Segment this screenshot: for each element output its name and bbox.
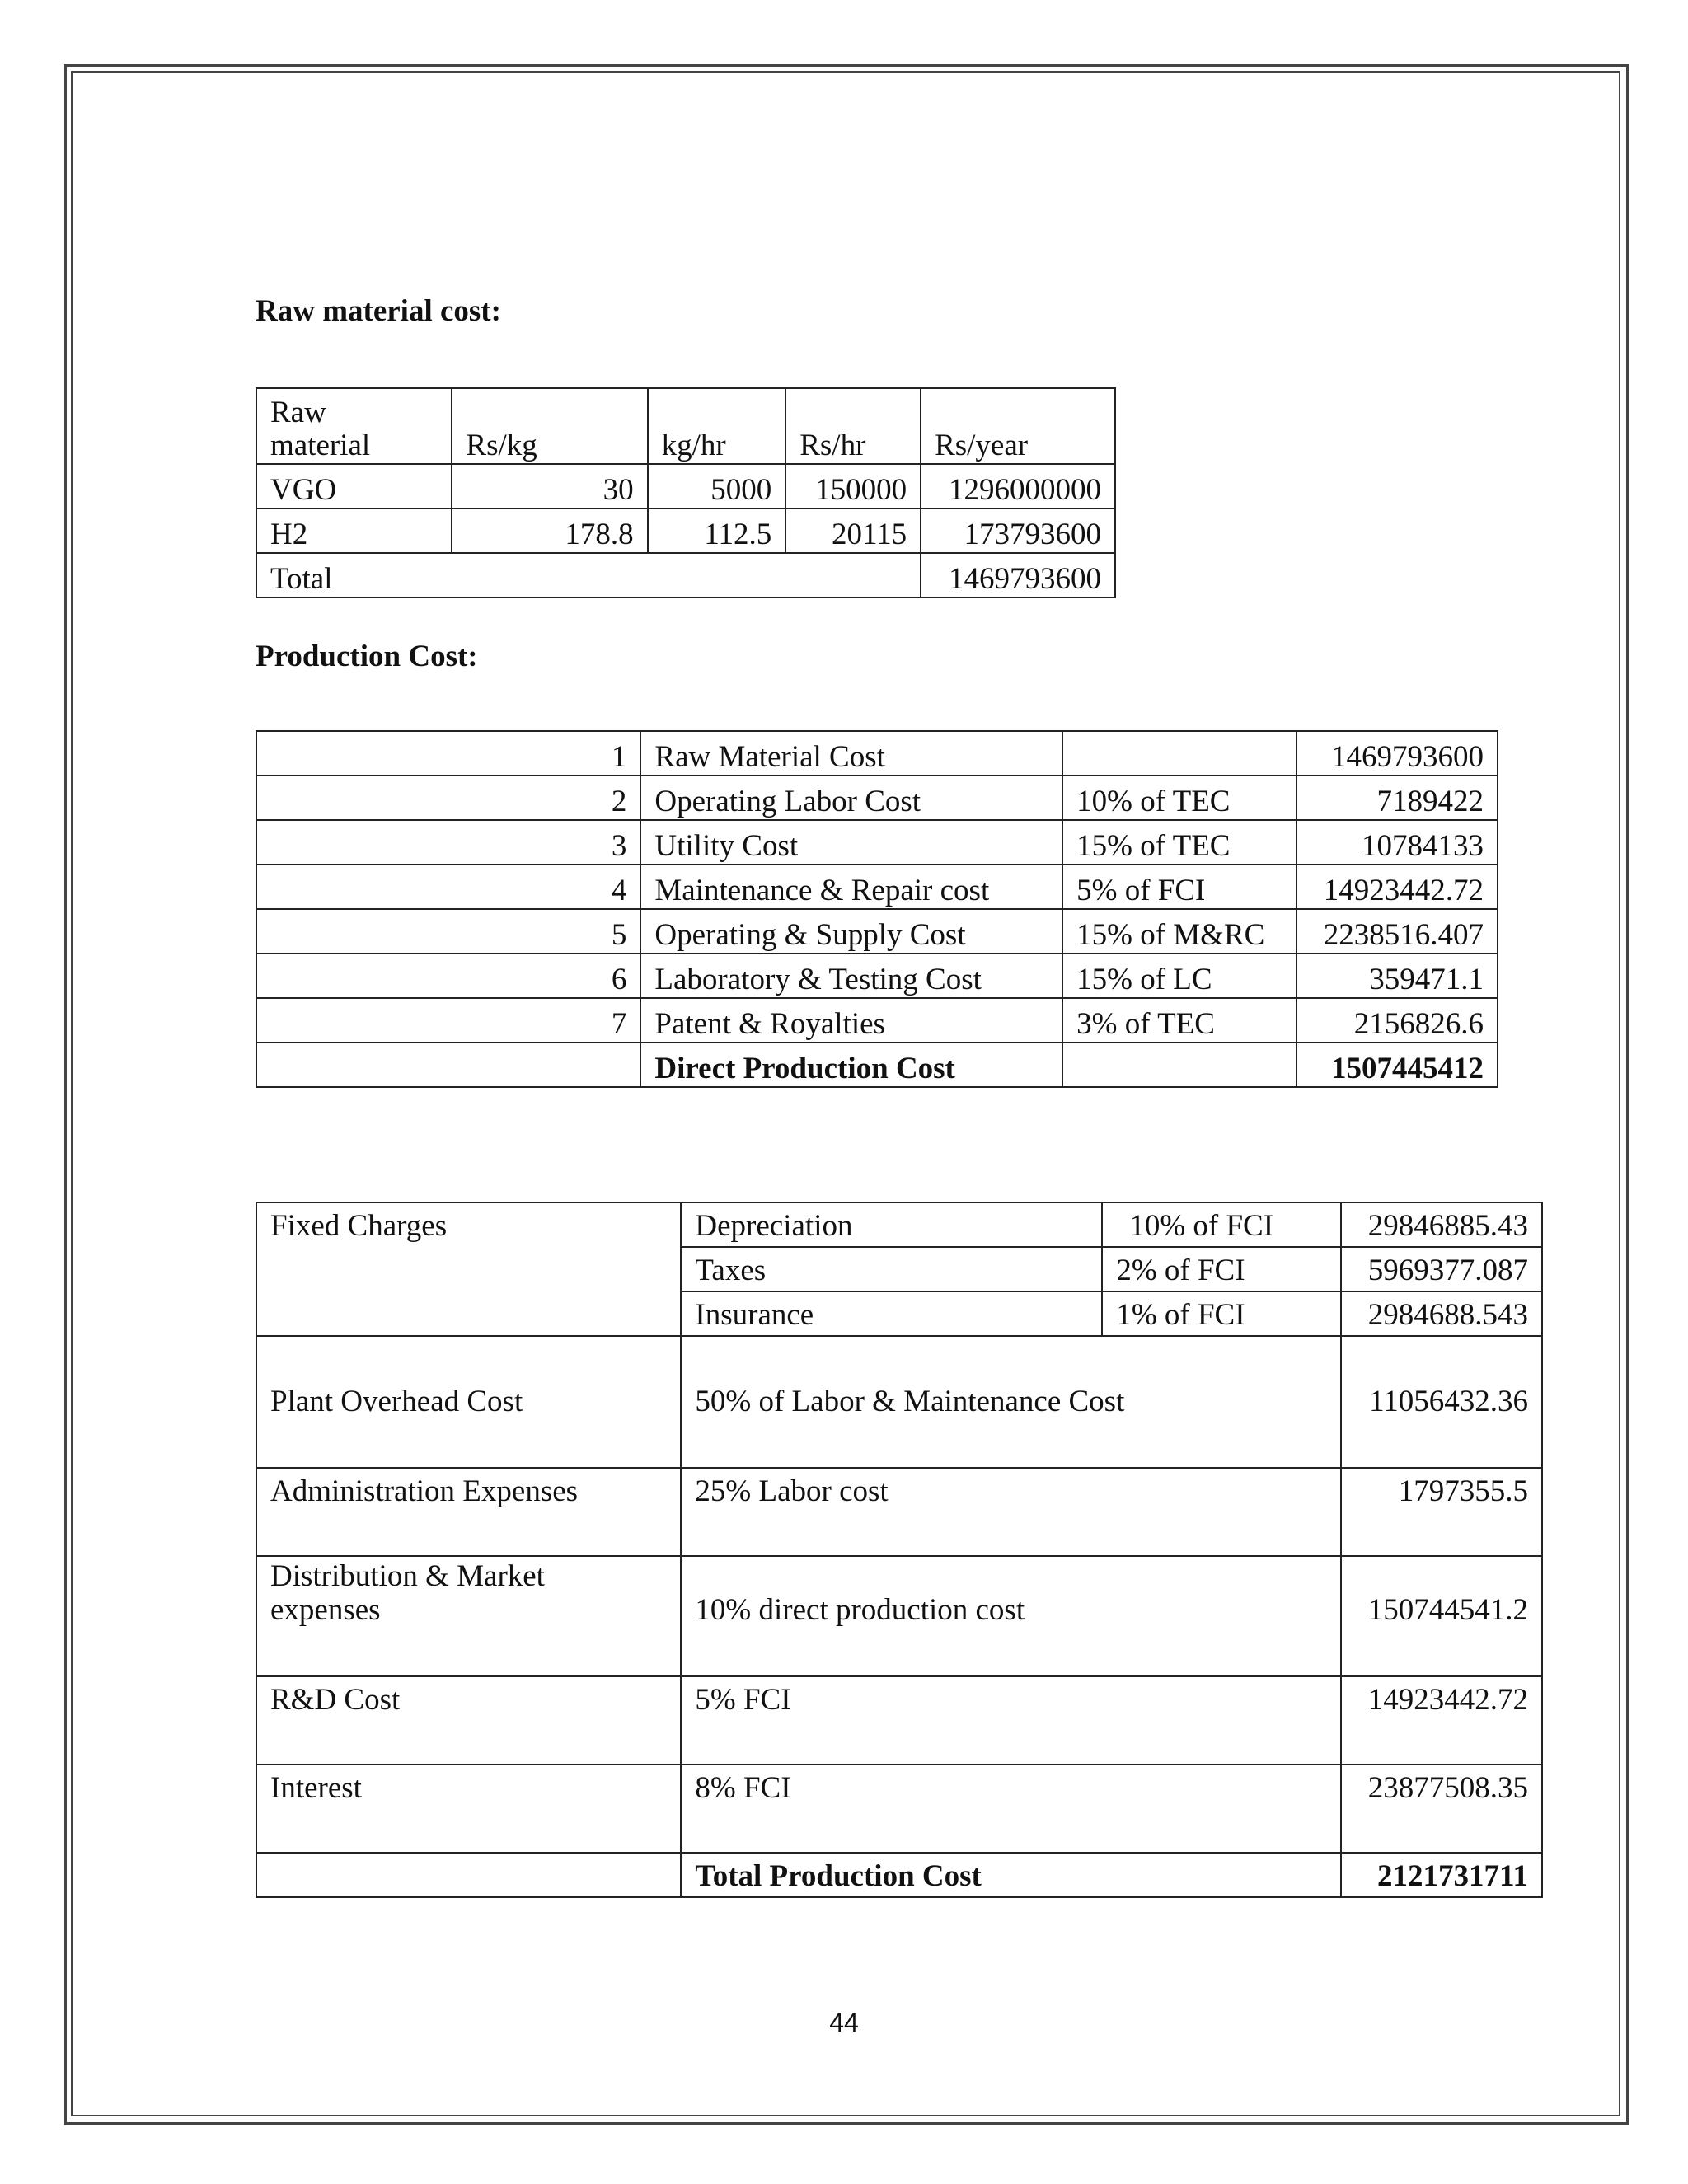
table-row (256, 509, 1115, 553)
administration-basis: 25% Labor cost (681, 1468, 1341, 1556)
cost-value: 359471.1 (1296, 954, 1498, 998)
production-cost-heading: Production Cost: (256, 640, 478, 673)
raw-material-heading: Raw material cost: (256, 294, 501, 328)
rnd-basis: 5% FCI (681, 1676, 1341, 1765)
cost-value: 2984688.543 (1341, 1291, 1542, 1336)
cost-value: 10784133 (1296, 820, 1498, 865)
cost-basis: 5% of FCI (1062, 865, 1296, 909)
raw-material-header-row (256, 388, 1115, 464)
cost-basis: 15% of TEC (1062, 820, 1296, 865)
empty-cell (256, 1043, 640, 1087)
fixed-charges-label: Fixed Charges (256, 1202, 681, 1336)
rs-hr-cell: 20115 (785, 509, 921, 553)
rs-year-cell: 1296000000 (921, 464, 1115, 509)
cost-basis: 3% of TEC (1062, 998, 1296, 1043)
table-row (256, 464, 1115, 509)
interest-label: Interest (256, 1765, 681, 1853)
table-row (256, 1765, 1542, 1853)
table-row (256, 1336, 1542, 1468)
direct-production-total-row (256, 1043, 1498, 1087)
table-row (256, 1202, 1542, 1247)
material-name: H2 (256, 509, 452, 553)
cost-basis: 10% of FCI (1102, 1202, 1341, 1247)
cost-item: Patent & Royalties (640, 998, 1062, 1043)
cost-item: Depreciation (681, 1202, 1102, 1247)
rs-kg-cell: 178.8 (452, 509, 647, 553)
distribution-value: 150744541.2 (1341, 1556, 1542, 1676)
distribution-basis: 10% direct production cost (681, 1556, 1341, 1676)
cost-basis: 10% of TEC (1062, 776, 1296, 820)
cost-item: Insurance (681, 1291, 1102, 1336)
table-row (256, 954, 1498, 998)
material-name: VGO (256, 464, 452, 509)
header-rs-kg: Rs/kg (452, 388, 647, 464)
row-number: 3 (256, 820, 640, 865)
interest-value: 23877508.35 (1341, 1765, 1542, 1853)
header-raw-material: Raw material (256, 388, 452, 464)
empty-cell (256, 1853, 681, 1897)
fixed-charges-table (256, 1202, 1543, 1898)
kg-hr-cell: 112.5 (648, 509, 786, 553)
production-cost-table (256, 730, 1498, 1088)
row-number: 5 (256, 909, 640, 954)
plant-overhead-basis: 50% of Labor & Maintenance Cost (681, 1336, 1341, 1468)
rnd-value: 14923442.72 (1341, 1676, 1542, 1765)
row-number: 2 (256, 776, 640, 820)
row-number: 4 (256, 865, 640, 909)
cost-basis (1062, 731, 1296, 776)
table-row (256, 1468, 1542, 1556)
cost-value: 2238516.407 (1296, 909, 1498, 954)
cost-value: 7189422 (1296, 776, 1498, 820)
row-number: 7 (256, 998, 640, 1043)
cost-value: 1469793600 (1296, 731, 1498, 776)
total-production-row (256, 1853, 1542, 1897)
page-number: 44 (829, 2008, 859, 2037)
cost-item: Operating Labor Cost (640, 776, 1062, 820)
plant-overhead-label: Plant Overhead Cost (256, 1336, 681, 1468)
table-row (256, 776, 1498, 820)
raw-material-table (256, 387, 1116, 598)
header-rs-hr: Rs/hr (785, 388, 921, 464)
table-row (256, 820, 1498, 865)
total-value: 1507445412 (1296, 1043, 1498, 1087)
cost-basis: 1% of FCI (1102, 1291, 1341, 1336)
header-kg-hr: kg/hr (648, 388, 786, 464)
cost-value: 14923442.72 (1296, 865, 1498, 909)
table-row (256, 1676, 1542, 1765)
rs-year-cell: 173793600 (921, 509, 1115, 553)
total-value: 2121731711 (1341, 1853, 1542, 1897)
table-row (256, 1556, 1542, 1676)
table-row (256, 998, 1498, 1043)
rs-hr-cell: 150000 (785, 464, 921, 509)
table-row (256, 731, 1498, 776)
total-label: Total (256, 553, 921, 598)
kg-hr-cell: 5000 (648, 464, 786, 509)
administration-value: 1797355.5 (1341, 1468, 1542, 1556)
row-number: 6 (256, 954, 640, 998)
interest-basis: 8% FCI (681, 1765, 1341, 1853)
total-label: Direct Production Cost (640, 1043, 1062, 1087)
table-row (256, 909, 1498, 954)
rnd-label: R&D Cost (256, 1676, 681, 1765)
cost-value: 5969377.087 (1341, 1247, 1542, 1291)
empty-cell (1062, 1043, 1296, 1087)
cost-value: 29846885.43 (1341, 1202, 1542, 1247)
cost-item: Taxes (681, 1247, 1102, 1291)
row-number: 1 (256, 731, 640, 776)
cost-basis: 2% of FCI (1102, 1247, 1341, 1291)
cost-item: Raw Material Cost (640, 731, 1062, 776)
rs-kg-cell: 30 (452, 464, 647, 509)
cost-item: Maintenance & Repair cost (640, 865, 1062, 909)
plant-overhead-value: 11056432.36 (1341, 1336, 1542, 1468)
cost-item: Laboratory & Testing Cost (640, 954, 1062, 998)
table-row (256, 865, 1498, 909)
cost-item: Operating & Supply Cost (640, 909, 1062, 954)
cost-value: 2156826.6 (1296, 998, 1498, 1043)
cost-basis: 15% of M&RC (1062, 909, 1296, 954)
total-value: 1469793600 (921, 553, 1115, 598)
cost-item: Utility Cost (640, 820, 1062, 865)
header-rs-year: Rs/year (921, 388, 1115, 464)
total-label: Total Production Cost (681, 1853, 1341, 1897)
cost-basis: 15% of LC (1062, 954, 1296, 998)
distribution-label: Distribution & Market expenses (256, 1556, 681, 1676)
raw-material-total-row (256, 553, 1115, 598)
administration-label: Administration Expenses (256, 1468, 681, 1556)
